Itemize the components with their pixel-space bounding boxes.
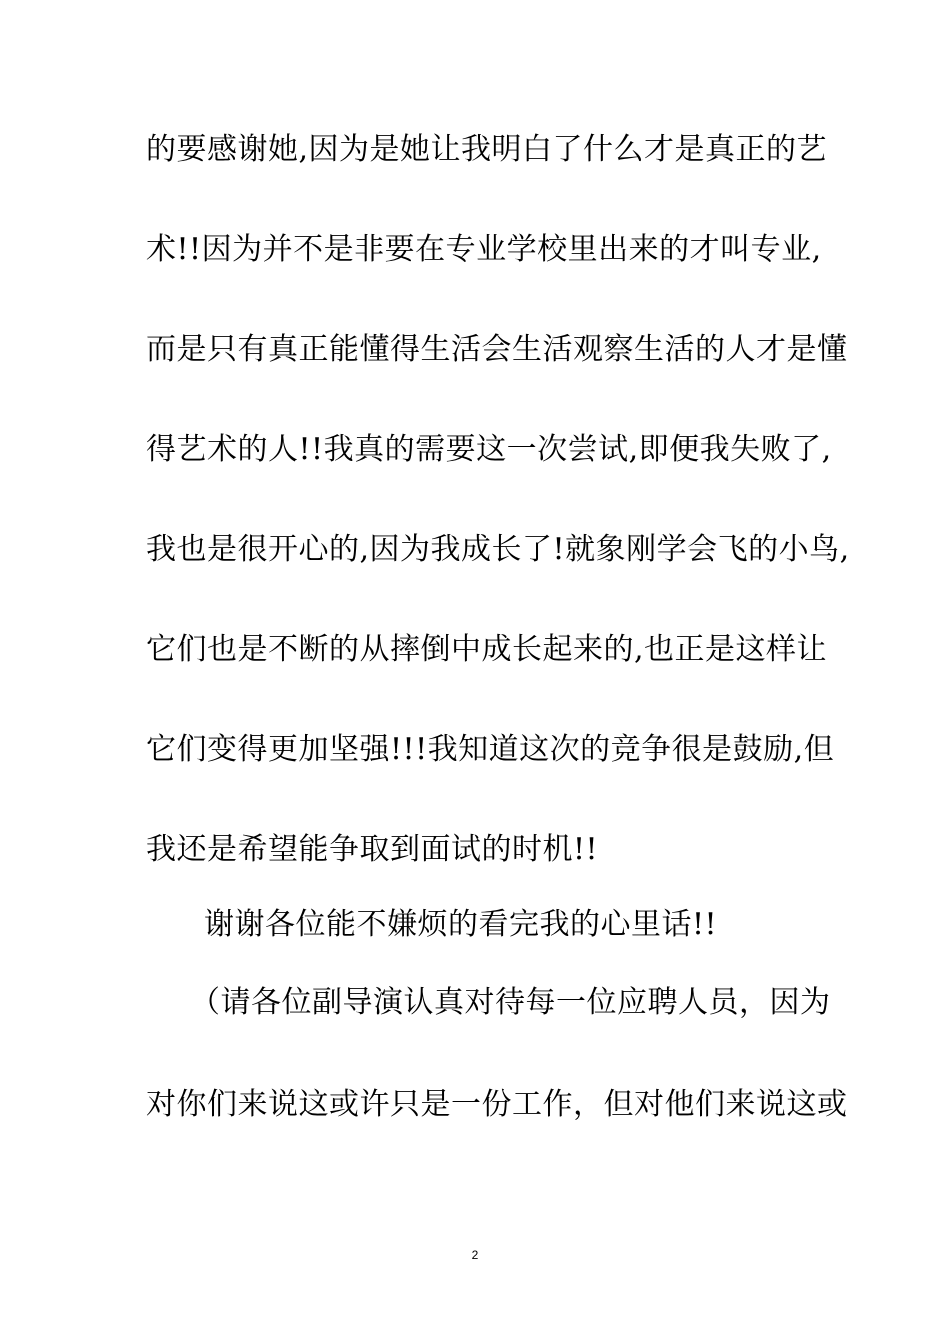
page-number: 2: [471, 1248, 479, 1262]
text-line-1: 的要感谢她,因为是她让我明白了什么才是真正的艺: [146, 132, 828, 167]
text-line-6: 它们也是不断的从摔倒中成长起来的,也正是这样让: [146, 632, 828, 667]
text-line-10: （请各位副导演认真对待每一位应聘人员，因为: [190, 985, 831, 1020]
text-line-8: 我还是希望能争取到面试的时机!!: [146, 832, 599, 867]
text-line-3: 而是只有真正能懂得生活会生活观察生活的人才是懂: [146, 332, 848, 367]
text-line-2: 术!!因为并不是非要在专业学校里出来的才叫专业,: [146, 232, 822, 267]
text-line-5: 我也是很开心的,因为我成长了!就象刚学会飞的小鸟,: [146, 532, 850, 567]
text-line-7: 它们变得更加坚强!!!我知道这次的竞争很是鼓励,但: [146, 732, 835, 767]
text-line-4: 得艺术的人!!我真的需要这一次尝试,即便我失败了,: [146, 432, 832, 467]
text-line-11: 对你们来说这或许只是一份工作，但对他们来说这或: [146, 1087, 848, 1122]
text-line-9: 谢谢各位能不嫌烦的看完我的心里话!!: [204, 907, 718, 942]
